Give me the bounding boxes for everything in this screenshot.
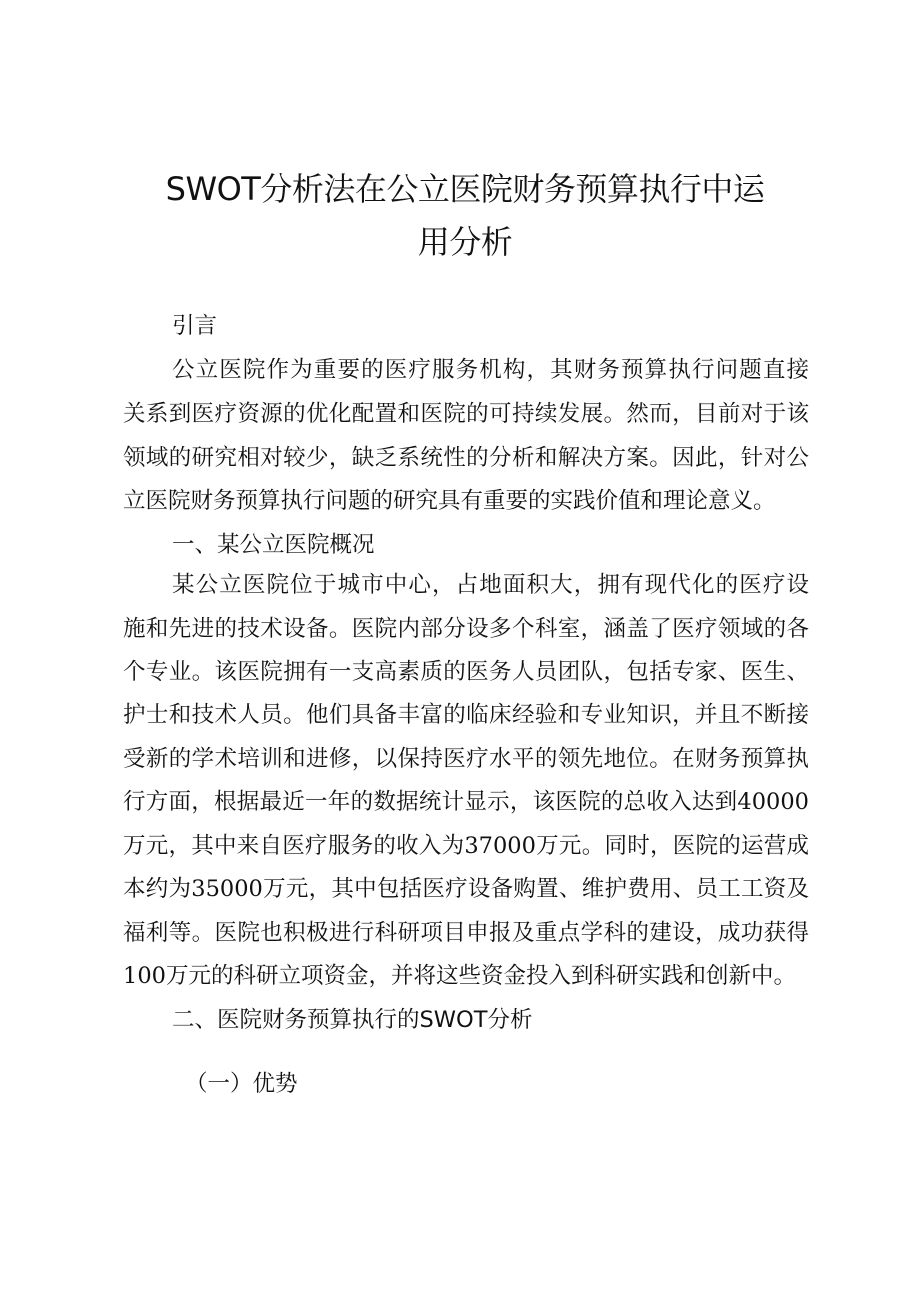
section-1-paragraph-line: 福利等。医院也积极进行科研项目申报及重点学科的建设，成功获得 — [123, 920, 809, 946]
section-1-paragraph-line: 护士和技术人员。他们具备丰富的临床经验和专业知识，并且不断接 — [123, 702, 809, 728]
document-title-line-2: 用分析 — [417, 223, 513, 261]
intro-heading: 引言 — [172, 313, 218, 339]
section-1-paragraph-line: 个专业。该医院拥有一支高素质的医务人员团队，包括专家、医生、 — [123, 659, 809, 685]
intro-paragraph-line: 公立医院作为重要的医疗服务机构，其财务预算执行问题直接 — [172, 357, 809, 383]
section-1-paragraph-line: 本约为35000万元，其中包括医疗设备购置、维护费用、员工工资及 — [123, 876, 809, 902]
intro-paragraph-line: 领域的研究相对较少，缺乏系统性的分析和解决方案。因此，针对公 — [123, 445, 809, 471]
section-1-paragraph-line: 某公立医院位于城市中心，占地面积大，拥有现代化的医疗设 — [172, 572, 809, 598]
intro-paragraph-line: 关系到医疗资源的优化配置和医院的可持续发展。然而，目前对于该 — [123, 401, 809, 427]
document-title-line-1: SWOT分析法在公立医院财务预算执行中运 — [165, 170, 765, 208]
section-1-paragraph-line: 受新的学术培训和进修，以保持医疗水平的领先地位。在财务预算执 — [123, 746, 809, 772]
section-1-paragraph-line: 行方面，根据最近一年的数据统计显示，该医院的总收入达到40000 — [123, 789, 809, 815]
section-1-paragraph-line: 100万元的科研立项资金，并将这些资金投入到科研实践和创新中。 — [123, 963, 796, 989]
section-1-paragraph-line: 万元，其中来自医疗服务的收入为37000万元。同时，医院的运营成 — [123, 833, 809, 859]
section-1-heading: 一、某公立医院概况 — [172, 532, 375, 558]
section-1-paragraph-line: 施和先进的技术设备。医院内部分设多个科室，涵盖了医疗领域的各 — [123, 616, 809, 642]
intro-paragraph-line: 立医院财务预算执行问题的研究具有重要的实践价值和理论意义。 — [123, 488, 776, 514]
section-2-heading: 二、医院财务预算执行的SWOT分析 — [172, 1007, 533, 1033]
subsection-1-heading: （一）优势 — [185, 1071, 298, 1097]
